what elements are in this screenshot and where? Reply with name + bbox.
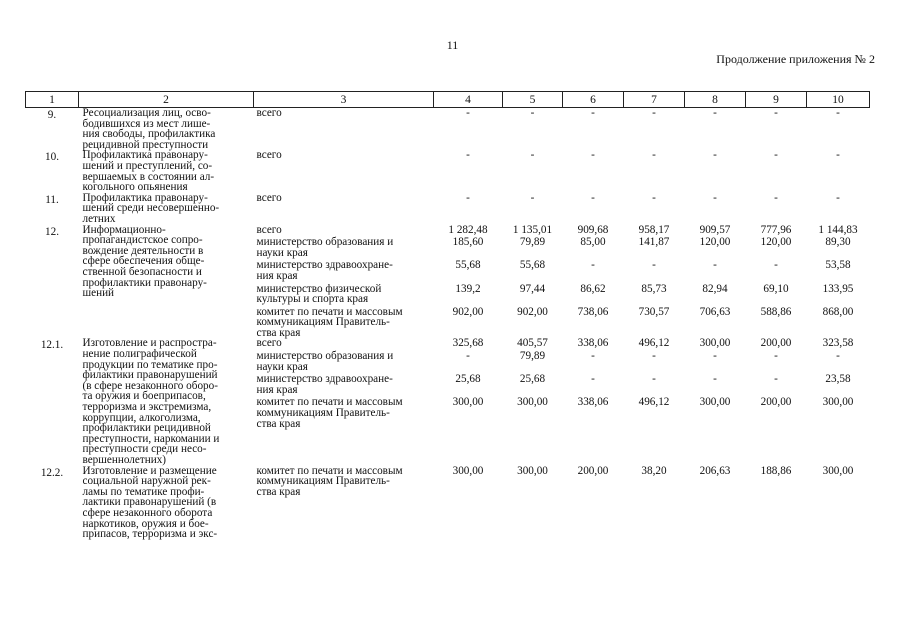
- executor-line: комитет по печати и массовым: [256, 396, 403, 409]
- value-cell: -: [530, 107, 535, 119]
- value-column-10: [807, 108, 870, 151]
- value-column-5: [503, 108, 563, 151]
- table-row: [26, 338, 870, 465]
- activity-name-line: лактики правонарушений (в: [82, 496, 217, 509]
- column-header: 6: [563, 92, 624, 108]
- value-column-10: [807, 225, 870, 339]
- executor-line: всего: [256, 223, 282, 236]
- value-cell: 38,20: [641, 464, 667, 477]
- value-cell: -: [652, 107, 656, 119]
- value-cell: -: [774, 191, 778, 204]
- value-cell: 338,06: [577, 396, 609, 409]
- executor-entry: [257, 284, 431, 305]
- executor-line: министерство образования и: [256, 236, 394, 249]
- value-cell: 89,30: [825, 236, 851, 249]
- value-cell: 23,58: [825, 373, 851, 386]
- executor-entry: [257, 338, 431, 349]
- executor-entry: [257, 237, 431, 258]
- value-column-9: [746, 466, 807, 540]
- executor-line: коммуникациям Правитель-: [256, 407, 390, 420]
- value-cell: 200,00: [760, 337, 792, 350]
- activity-name-line: терроризма и экстремизма,: [82, 401, 212, 414]
- executor-entry: [257, 193, 431, 204]
- executor-line: министерство здравоохране-: [256, 259, 393, 272]
- value-column-5: [503, 225, 563, 339]
- value-column-5: [503, 466, 563, 540]
- value-cell: -: [652, 191, 656, 204]
- value-cell: 82,94: [702, 282, 728, 295]
- value-cell: 25,68: [455, 373, 481, 386]
- value-cell: 300,00: [699, 396, 731, 409]
- column-header: 10: [807, 92, 870, 108]
- budget-table: [25, 91, 870, 540]
- value-column-10: [807, 466, 870, 540]
- value-cell: 777,96: [760, 223, 792, 236]
- value-cell: -: [774, 373, 778, 386]
- activity-name-line: шений: [82, 287, 115, 300]
- activity-name: [79, 225, 254, 339]
- executor-entry: [257, 260, 431, 281]
- value-cell: 206,63: [699, 464, 731, 477]
- value-column-9: [746, 150, 807, 192]
- value-cell: 496,12: [638, 396, 670, 409]
- activity-name-line: преступности, наркомании и: [82, 432, 220, 445]
- activity-name-line: сфере незаконного оборота: [82, 506, 213, 519]
- value-column-9: [746, 193, 807, 225]
- activity-name-line: пропагандистское сопро-: [82, 234, 203, 247]
- value-column-7: [624, 108, 685, 151]
- value-cell: 55,68: [519, 259, 546, 272]
- executor-entry: [257, 108, 431, 119]
- value-cell: -: [652, 149, 656, 162]
- value-cell: 706,63: [699, 305, 731, 318]
- value-cell: 53,58: [825, 259, 851, 272]
- value-cell: -: [774, 259, 778, 272]
- activity-name-line: (в сфере незаконного оборо-: [82, 379, 218, 392]
- value-cell: 200,00: [577, 464, 609, 477]
- activity-name-line: вождение деятельности в: [82, 244, 204, 257]
- value-cell: 300,00: [452, 396, 484, 409]
- value-cell: -: [530, 149, 535, 162]
- value-cell: 300,00: [517, 464, 548, 477]
- value-cell: -: [591, 149, 595, 162]
- value-cell: -: [713, 149, 717, 162]
- activity-name-line: наркотиков, оружия и бое-: [82, 517, 209, 530]
- value-cell: -: [774, 350, 778, 363]
- activity-name-line: ственной безопасности и: [82, 265, 202, 278]
- value-cell: -: [530, 191, 535, 204]
- executor-column: [254, 108, 434, 151]
- activity-name-line: филактики правонарушений: [82, 369, 218, 382]
- value-column-7: [624, 225, 685, 339]
- value-cell: -: [713, 373, 717, 386]
- value-column-4: [434, 466, 503, 540]
- column-header: 3: [254, 92, 434, 108]
- value-column-10: [807, 150, 870, 192]
- value-column-9: [746, 108, 807, 151]
- value-column-7: [624, 193, 685, 225]
- value-column-9: [746, 225, 807, 339]
- activity-name-line: профилактики рецидивной: [82, 422, 211, 435]
- value-cell: -: [591, 373, 595, 386]
- activity-name: [79, 466, 254, 540]
- column-header: 7: [624, 92, 685, 108]
- value-cell: 120,00: [760, 236, 792, 249]
- activity-name-line: социальной наружной рек-: [82, 475, 211, 488]
- executor-line: министерство физической: [256, 282, 382, 295]
- activity-name-line: сфере обеспечения обще-: [82, 255, 205, 268]
- executor-column: [254, 150, 434, 192]
- table-row: [26, 193, 870, 225]
- executor-line: комитет по печати и массовым: [256, 464, 403, 477]
- value-column-4: [434, 225, 503, 339]
- value-cell: 300,00: [452, 464, 484, 477]
- table-row: [26, 225, 870, 339]
- value-column-8: [685, 150, 746, 192]
- row-number: 11.: [45, 193, 59, 206]
- value-cell: -: [652, 350, 656, 363]
- activity-name-line: ния свободы, профилактика: [82, 128, 216, 141]
- value-column-5: [503, 150, 563, 192]
- row-number: 12.2.: [40, 466, 64, 479]
- value-cell: 25,68: [519, 373, 546, 386]
- executor-line: всего: [256, 337, 282, 350]
- activity-name-line: шений среди несовершенно-: [82, 202, 220, 215]
- executor-line: всего: [256, 191, 282, 204]
- column-header: 2: [79, 92, 254, 108]
- value-cell: 120,00: [699, 236, 731, 249]
- value-cell: 338,06: [577, 337, 609, 350]
- value-cell: -: [591, 107, 595, 119]
- executor-entry: [257, 466, 431, 498]
- value-column-6: [563, 466, 624, 540]
- column-header: 8: [685, 92, 746, 108]
- value-column-6: [563, 150, 624, 192]
- activity-name-line: летних: [82, 212, 116, 225]
- value-cell: -: [466, 191, 470, 204]
- value-column-8: [685, 225, 746, 339]
- activity-name-line: Информационно-: [82, 223, 166, 236]
- executor-column: [254, 466, 434, 540]
- executor-line: ния края: [256, 269, 298, 282]
- activity-name-line: преступности среди несо-: [82, 443, 207, 456]
- column-header: 5: [503, 92, 563, 108]
- value-column-5: [503, 338, 563, 465]
- value-column-4: [434, 338, 503, 465]
- value-cell: 323,58: [822, 337, 854, 350]
- value-cell: -: [774, 149, 778, 162]
- value-cell: -: [466, 350, 470, 363]
- executor-line: коммуникациям Правитель-: [256, 316, 390, 329]
- value-cell: -: [836, 350, 840, 363]
- value-cell: -: [466, 107, 470, 119]
- value-cell: 200,00: [760, 396, 792, 409]
- value-cell: -: [652, 373, 656, 386]
- row-number: 12.1.: [40, 339, 64, 352]
- activity-name-line: припасов, терроризма и экс-: [82, 528, 218, 541]
- value-column-6: [563, 108, 624, 151]
- executor-line: науки края: [256, 360, 308, 373]
- value-cell: -: [774, 107, 778, 119]
- value-column-6: [563, 193, 624, 225]
- activity-name-line: ламы по тематике профи-: [82, 485, 205, 498]
- value-column-7: [624, 466, 685, 540]
- value-cell: -: [466, 149, 470, 162]
- value-cell: 1 144,83: [818, 223, 858, 236]
- value-column-8: [685, 466, 746, 540]
- value-cell: 588,86: [760, 305, 792, 318]
- value-column-8: [685, 338, 746, 465]
- value-column-7: [624, 338, 685, 465]
- value-cell: 902,00: [517, 305, 548, 318]
- executor-line: ства края: [256, 485, 301, 498]
- column-header: 4: [434, 92, 503, 108]
- value-cell: 141,87: [638, 236, 670, 249]
- value-cell: -: [713, 191, 717, 204]
- value-column-7: [624, 150, 685, 192]
- activity-name-line: шений и преступлений, со-: [82, 159, 213, 172]
- activity-name: [79, 108, 254, 151]
- activity-name-line: вершаемых в состоянии ал-: [82, 170, 215, 183]
- executor-line: всего: [256, 107, 282, 119]
- value-column-6: [563, 225, 624, 339]
- executor-entry: [257, 307, 431, 339]
- value-cell: -: [652, 259, 656, 272]
- value-column-10: [807, 338, 870, 465]
- value-cell: -: [713, 107, 717, 119]
- value-cell: 730,57: [638, 305, 670, 318]
- executor-entry: [257, 225, 431, 236]
- activity-name-line: коррупции, алкоголизма,: [82, 411, 201, 424]
- value-cell: -: [836, 107, 840, 119]
- value-column-5: [503, 193, 563, 225]
- executor-line: культуры и спорта края: [256, 293, 369, 306]
- executor-line: всего: [256, 149, 282, 162]
- value-cell: -: [836, 149, 840, 162]
- activity-name-line: Профилактика правонару-: [82, 149, 208, 162]
- executor-entry: [257, 374, 431, 395]
- executor-line: коммуникациям Правитель-: [256, 475, 390, 488]
- value-cell: 139,2: [455, 282, 481, 295]
- executor-line: ния края: [256, 383, 298, 396]
- column-header: 9: [746, 92, 807, 108]
- value-cell: -: [591, 350, 595, 363]
- value-column-8: [685, 193, 746, 225]
- activity-name-line: нение полиграфической: [82, 348, 197, 361]
- value-column-8: [685, 108, 746, 151]
- value-cell: 300,00: [699, 337, 731, 350]
- value-column-10: [807, 193, 870, 225]
- activity-name-line: Ресоциализация лиц, осво-: [82, 107, 211, 119]
- row-number: 9.: [47, 109, 57, 121]
- executor-column: [254, 338, 434, 465]
- value-cell: 1 282,48: [448, 223, 488, 236]
- value-cell: 79,89: [519, 350, 546, 363]
- executor-entry: [257, 397, 431, 429]
- activity-name: [79, 338, 254, 465]
- value-cell: -: [591, 191, 595, 204]
- value-cell: -: [591, 259, 595, 272]
- value-cell: 300,00: [517, 396, 548, 409]
- executor-line: ства края: [256, 326, 301, 339]
- activity-name-line: бодившихся из мест лише-: [82, 117, 211, 130]
- value-cell: 133,95: [822, 282, 854, 295]
- appendix-continuation-note: Продолжение приложения № 2: [716, 52, 875, 66]
- value-cell: 902,00: [452, 305, 484, 318]
- value-cell: 958,17: [638, 223, 670, 236]
- value-cell: 738,06: [577, 305, 609, 318]
- page-number: 11: [446, 38, 459, 52]
- executor-line: ства края: [256, 417, 301, 430]
- table-row: [26, 108, 870, 151]
- value-cell: 55,68: [455, 259, 481, 272]
- row-number: 12.: [45, 225, 59, 238]
- value-cell: 86,62: [580, 282, 606, 295]
- activity-name-line: Изготовление и распростра-: [82, 337, 217, 350]
- executor-line: комитет по печати и массовым: [256, 305, 403, 318]
- value-cell: 1 135,01: [512, 223, 553, 236]
- table-body: [26, 108, 870, 540]
- value-cell: 496,12: [638, 337, 670, 350]
- value-cell: -: [713, 350, 717, 363]
- value-column-4: [434, 193, 503, 225]
- value-cell: 79,89: [519, 236, 546, 249]
- table-row: [26, 150, 870, 192]
- value-cell: -: [713, 259, 717, 272]
- executor-column: [254, 225, 434, 339]
- activity-name-line: профилактики правонару-: [82, 276, 207, 289]
- column-header: 1: [26, 92, 79, 108]
- value-cell: 405,57: [517, 337, 548, 350]
- value-cell: 188,86: [760, 464, 792, 477]
- value-cell: 97,44: [519, 282, 546, 295]
- value-column-4: [434, 150, 503, 192]
- value-cell: 300,00: [822, 396, 854, 409]
- activity-name-line: та оружия и боеприпасов,: [82, 390, 206, 403]
- value-column-4: [434, 108, 503, 151]
- executor-entry: [257, 351, 431, 372]
- value-cell: 85,73: [641, 282, 667, 295]
- value-column-9: [746, 338, 807, 465]
- executor-column: [254, 193, 434, 225]
- value-cell: 909,68: [577, 223, 609, 236]
- executor-line: науки края: [256, 246, 308, 259]
- value-column-6: [563, 338, 624, 465]
- executor-line: министерство образования и: [256, 350, 394, 363]
- column-number-row: [26, 92, 870, 108]
- executor-line: министерство здравоохране-: [256, 373, 393, 386]
- activity-name-line: Профилактика правонару-: [82, 191, 208, 204]
- activity-name-line: рецидивной преступности: [82, 138, 209, 151]
- executor-entry: [257, 150, 431, 161]
- value-cell: 69,10: [763, 282, 789, 295]
- table-row: [26, 466, 870, 540]
- value-cell: 185,60: [452, 236, 484, 249]
- value-cell: 300,00: [822, 464, 854, 477]
- value-cell: 85,00: [580, 236, 606, 249]
- activity-name: [79, 193, 254, 225]
- activity-name-line: продукции по тематике про-: [82, 358, 218, 371]
- row-number: 10.: [45, 151, 59, 164]
- value-cell: 909,57: [699, 223, 731, 236]
- value-cell: 325,68: [452, 337, 484, 350]
- value-cell: 868,00: [822, 305, 854, 318]
- activity-name-line: Изготовление и размещение: [82, 464, 217, 477]
- activity-name: [79, 150, 254, 192]
- activity-name-line: когольного опьянения: [82, 181, 188, 194]
- activity-name-line: вершеннолетних): [82, 454, 167, 467]
- value-cell: -: [836, 191, 840, 204]
